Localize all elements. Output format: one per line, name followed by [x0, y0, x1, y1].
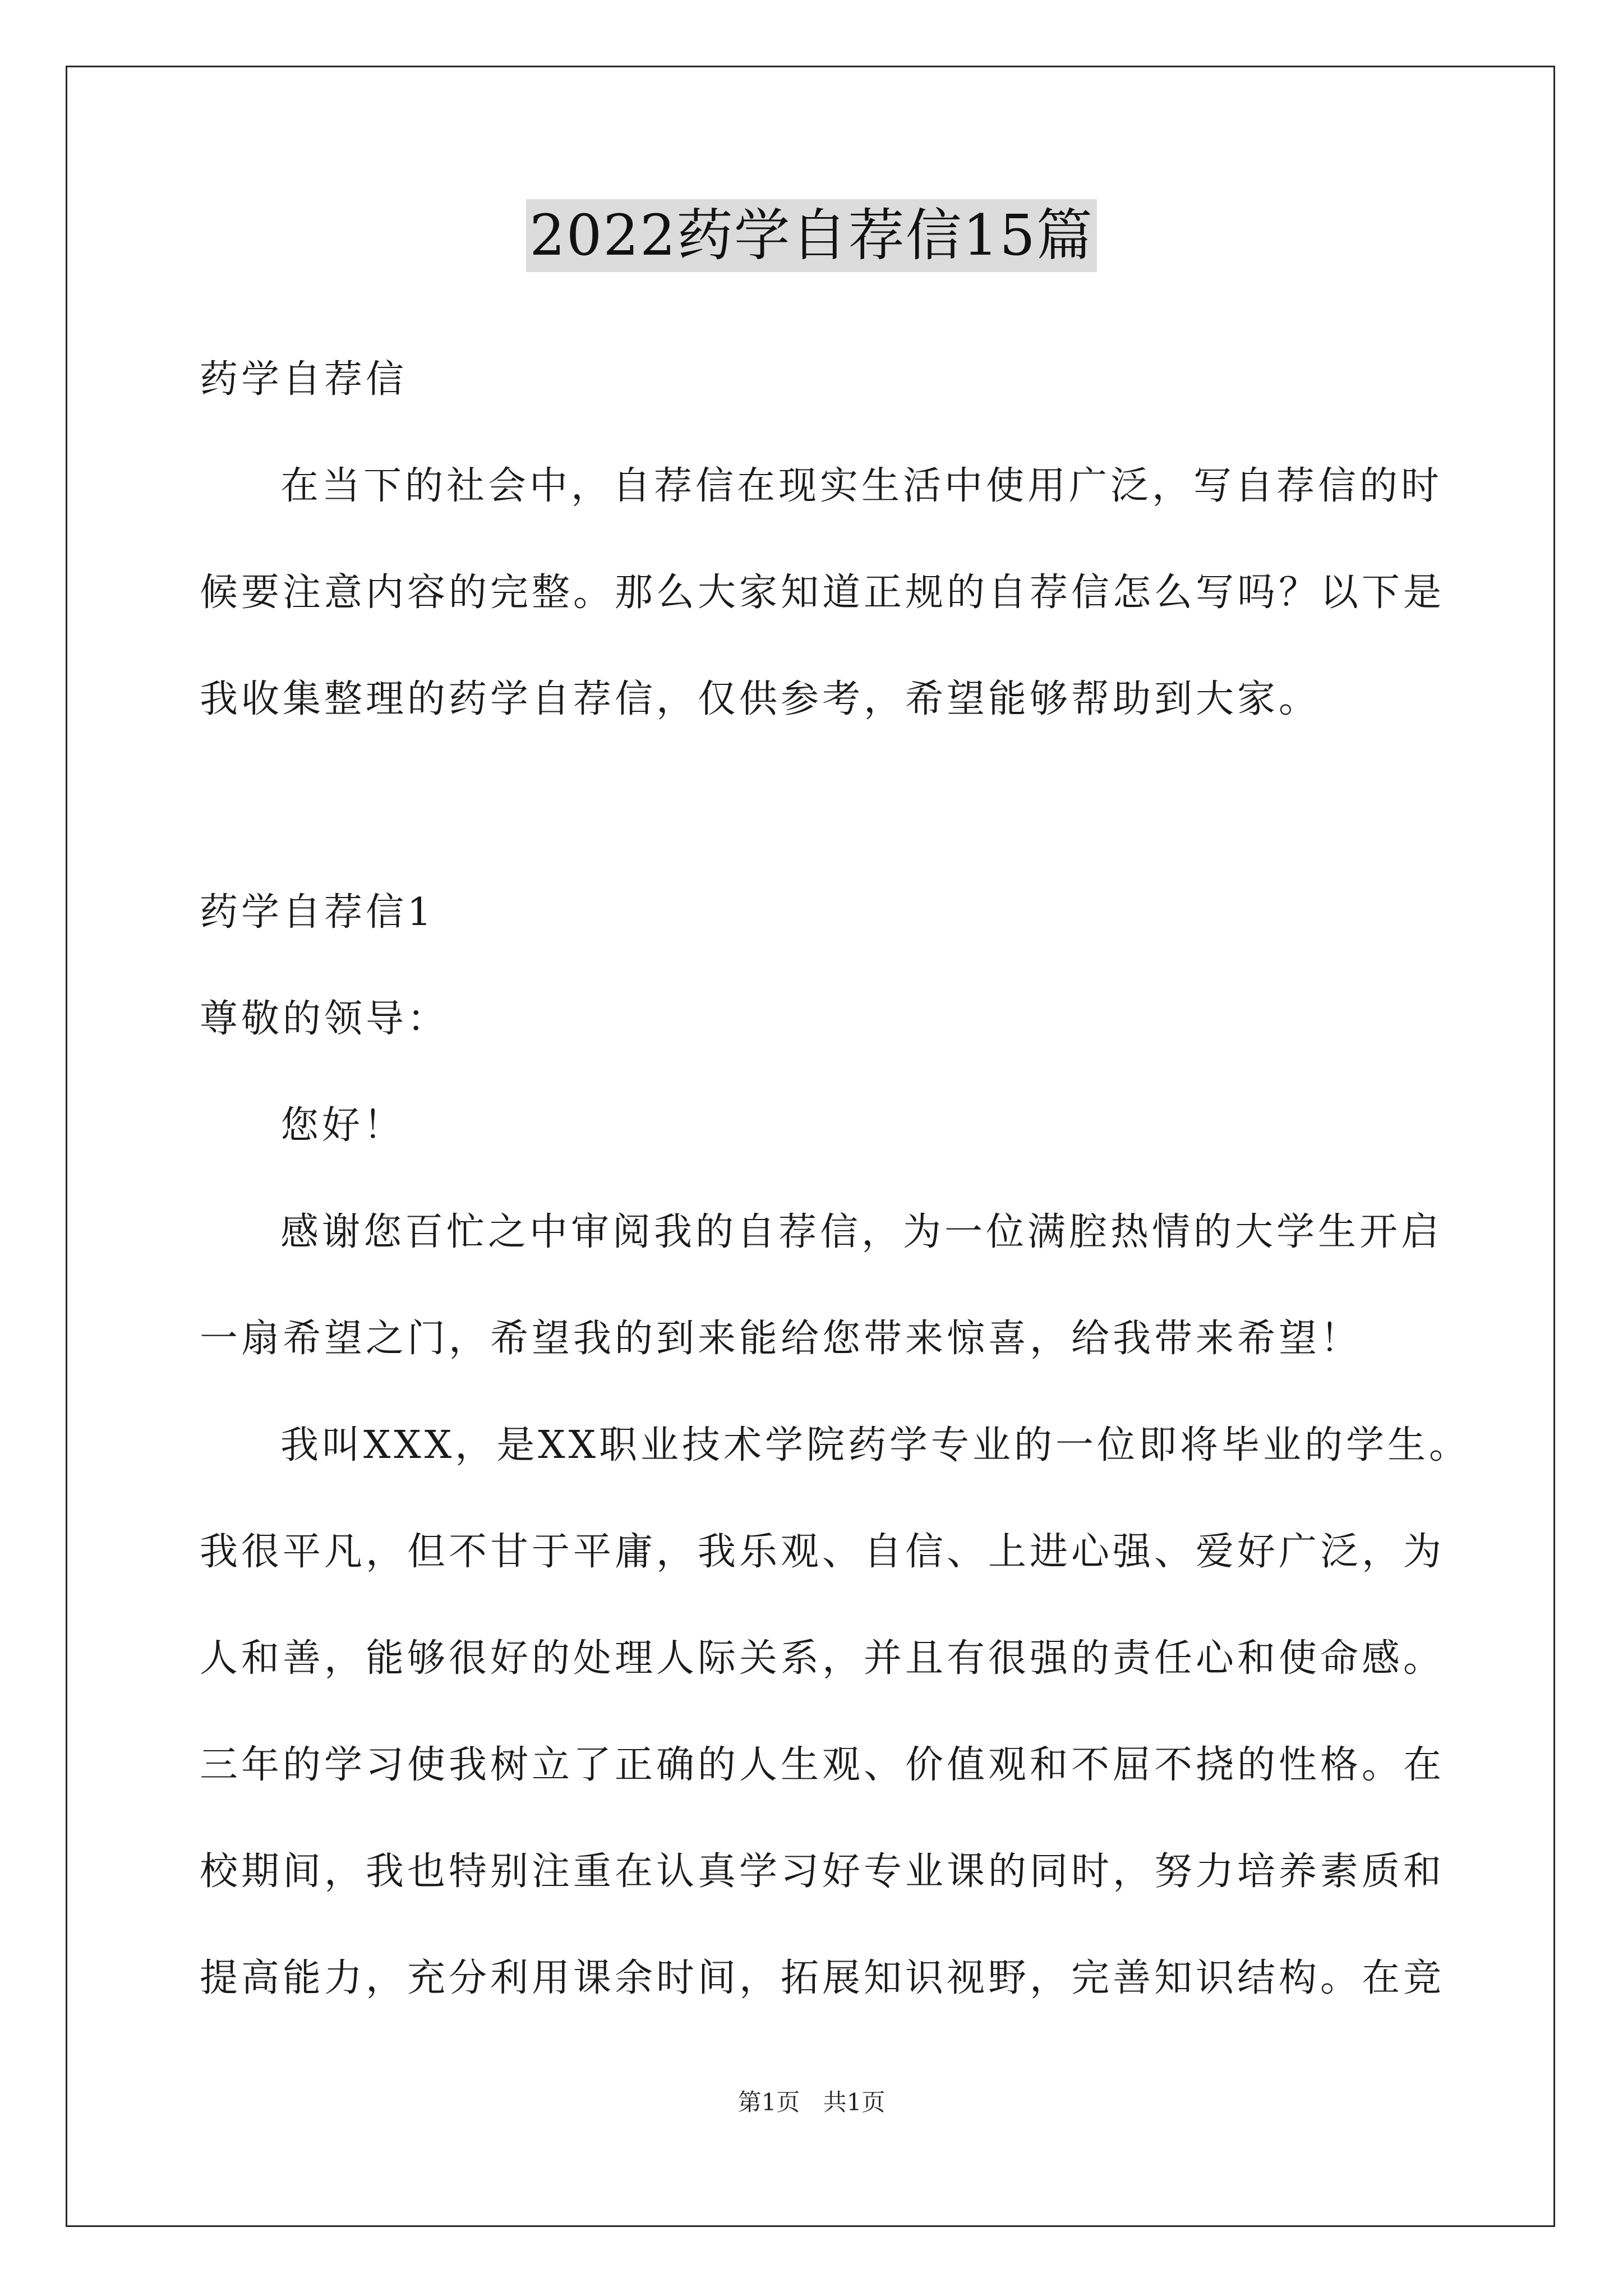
paragraph-line: 人和善，能够很好的处理人际关系，并且有很强的责任心和使命感。: [200, 1636, 1445, 1681]
letter-heading: 药学自荐信1: [200, 890, 435, 935]
intro-line: 我收集整理的药学自荐信，仅供参考，希望能够帮助到大家。: [200, 677, 1321, 721]
paragraph-line: 三年的学习使我树立了正确的人生观、价值观和不屈不挠的性格。在: [200, 1743, 1445, 1787]
title-container: [0, 199, 1623, 272]
paragraph-line: 校期间，我也特别注重在认真学习好专业课的同时，努力培养素质和: [200, 1849, 1445, 1894]
section-heading: 药学自荐信: [200, 357, 408, 402]
paragraph-line: 我叫XXX，是XX职业技术学院药学专业的一位即将毕业的学生。: [280, 1423, 1471, 1467]
paragraph-line: 感谢您百忙之中审阅我的自荐信，为一位满腔热情的大学生开启: [280, 1210, 1443, 1254]
paragraph-line: 提高能力，充分利用课余时间，拓展知识视野，完善知识结构。在竞: [200, 1956, 1445, 2000]
greeting: 您好！: [280, 1103, 405, 1148]
page-number: 第1页: [737, 2088, 800, 2116]
document-title: 2022药学自荐信15篇: [526, 199, 1097, 272]
intro-line: 在当下的社会中，自荐信在现实生活中使用广泛，写自荐信的时: [280, 464, 1443, 508]
paragraph-line: 我很平凡，但不甘于平庸，我乐观、自信、上进心强、爱好广泛，为: [200, 1530, 1445, 1574]
salutation: 尊敬的领导：: [200, 997, 449, 1041]
paragraph-line: 一扇希望之门，希望我的到来能给您带来惊喜，给我带来希望！: [200, 1317, 1362, 1361]
page-total: 共1页: [823, 2088, 886, 2116]
intro-line: 候要注意内容的完整。那么大家知道正规的自荐信怎么写吗？以下是: [200, 570, 1445, 615]
page-footer: [0, 2086, 1623, 2119]
